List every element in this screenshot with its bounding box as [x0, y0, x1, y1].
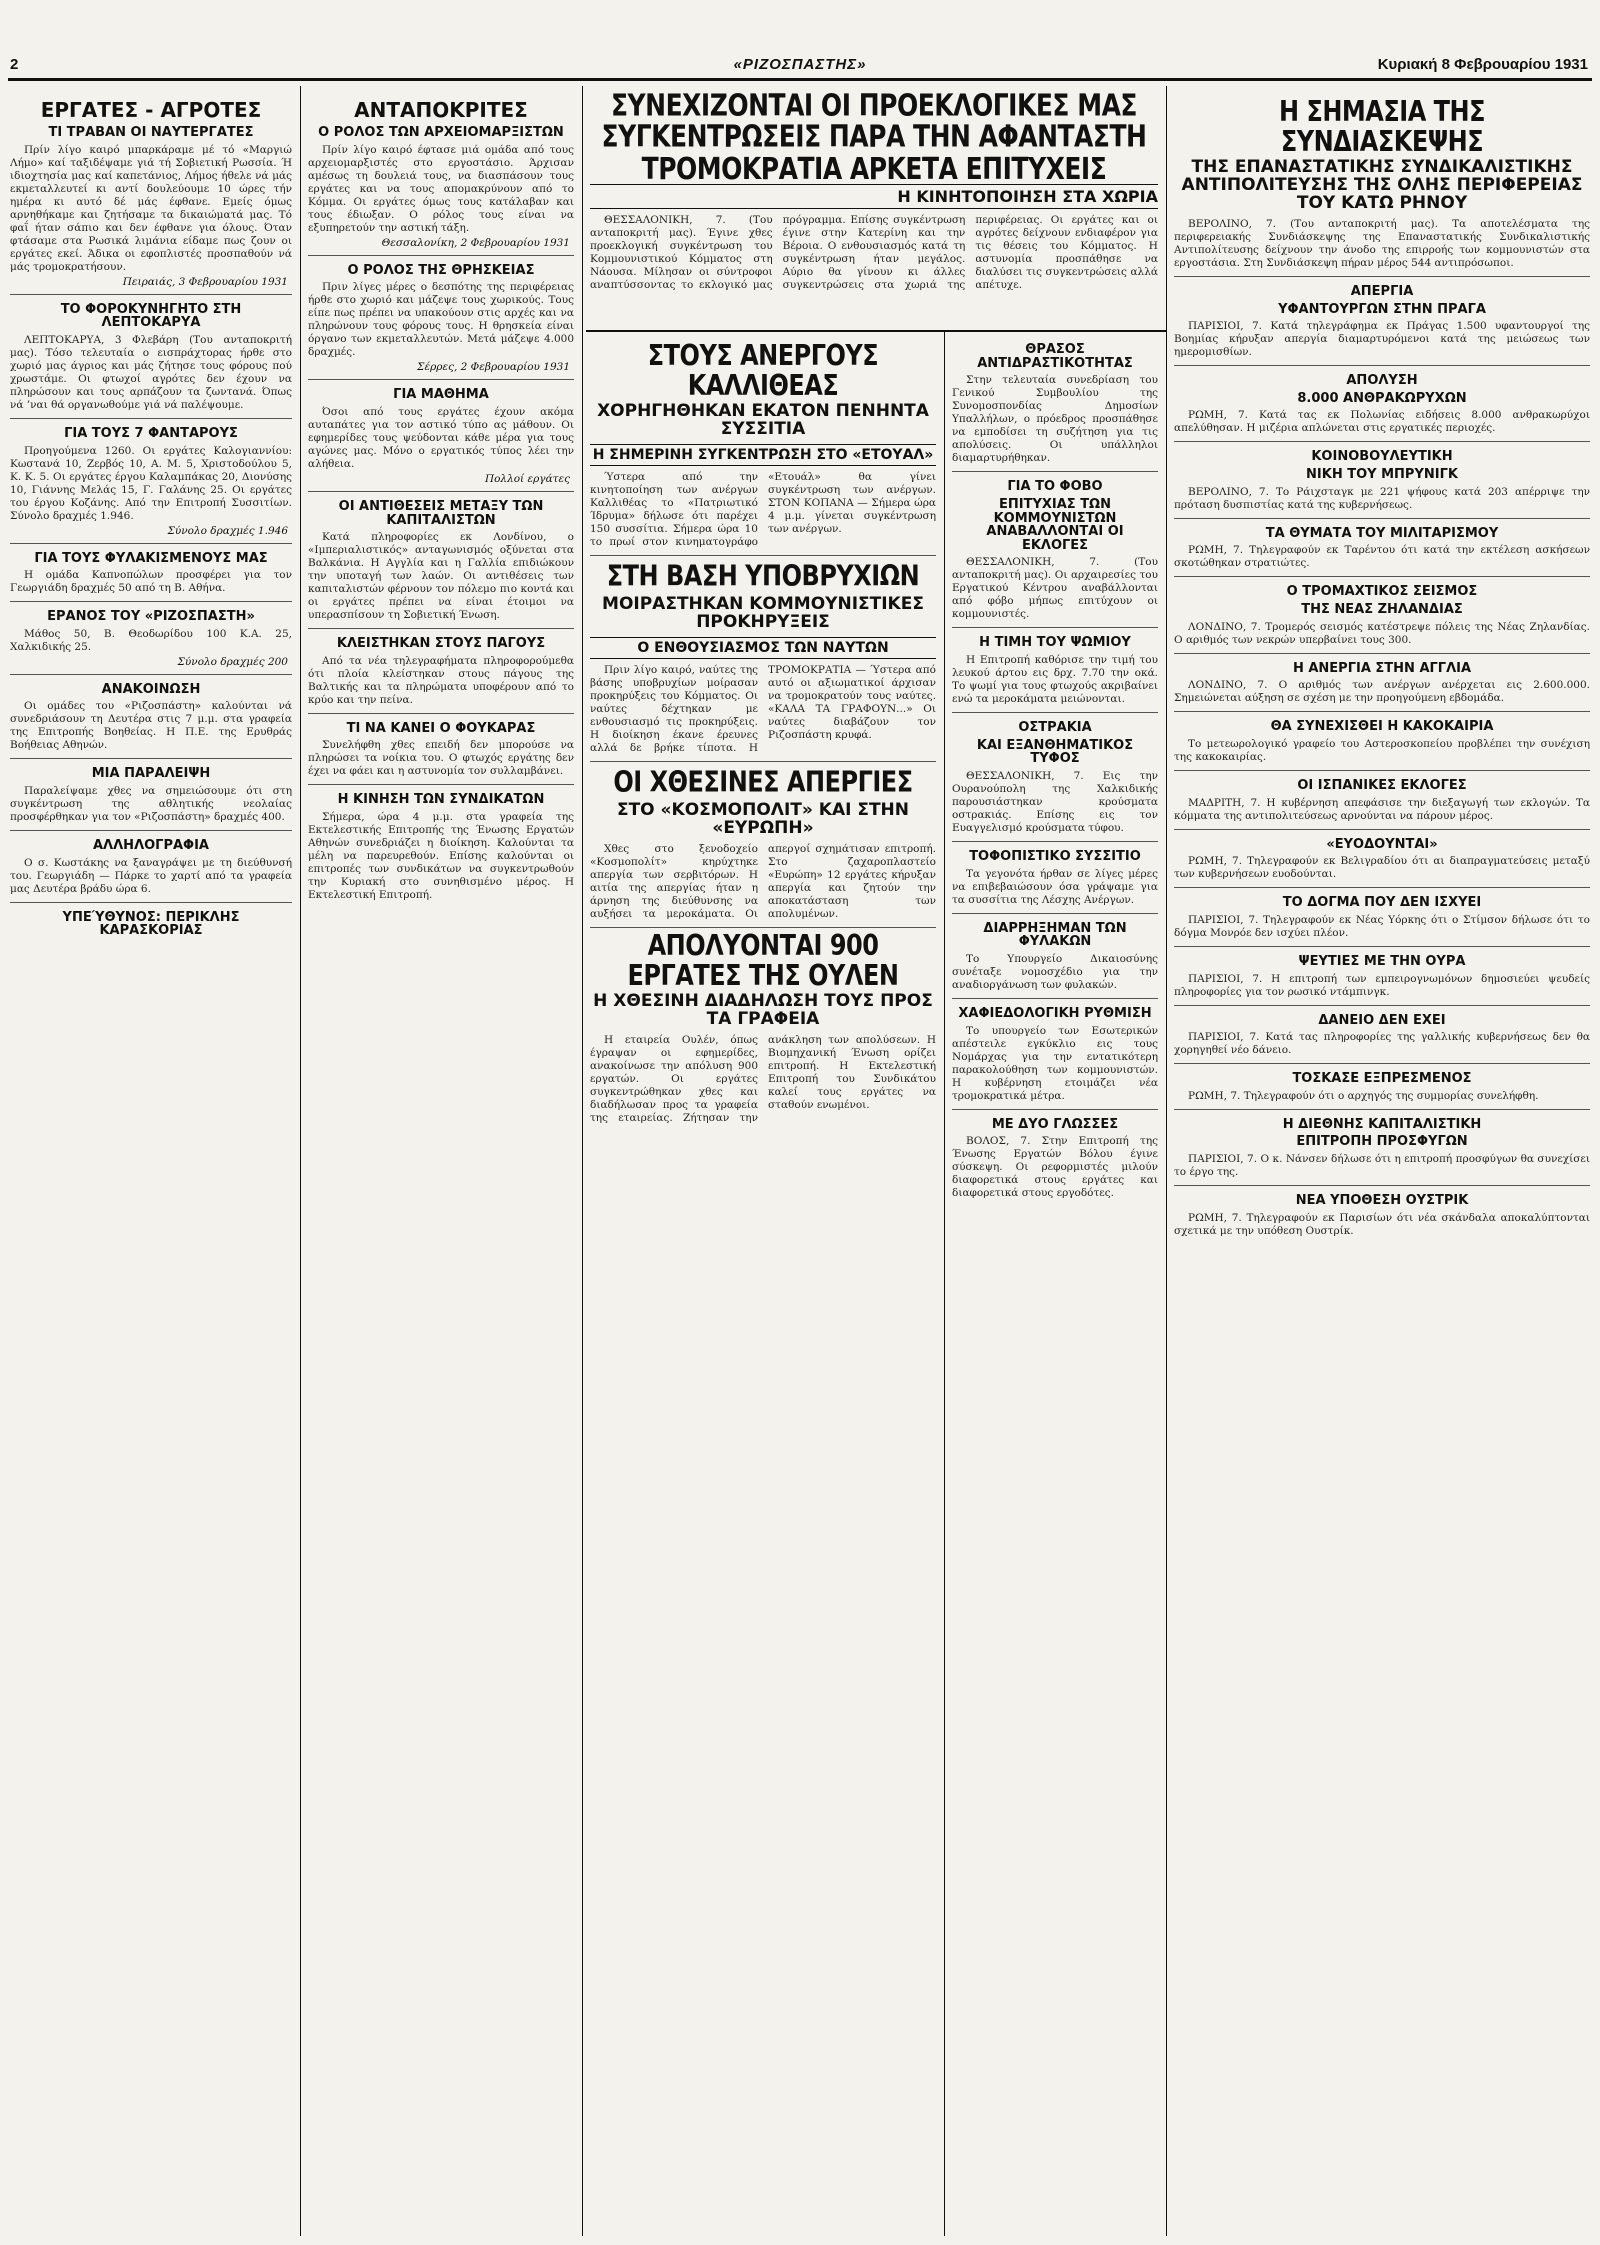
- banner-subtitle: Η ΚΙΝΗΤΟΠΟΙΗΣΗ ΣΤΑ ΧΩΡΙΑ: [590, 184, 1158, 209]
- article-headline: Η ΚΙΝΗΣΗ ΤΩΝ ΣΥΝΔΙΚΑΤΩΝ: [337, 792, 545, 808]
- article-headline: ΝΕΑ ΥΠΟΘΕΣΗ ΟΥΣΤΡΙΚ: [1295, 1193, 1469, 1209]
- article-headline: ΘΡΑΣΟΣ ΑΝΤΙΔΡΑΣΤΙΚΟΤΗΤΑΣ: [977, 342, 1133, 371]
- article: [590, 340, 936, 556]
- article-headline: Ο ΡΟΛΟΣ ΤΩΝ ΑΡΧΕΙΟΜΑΡΞΙΣΤΩΝ: [318, 125, 564, 140]
- article-headline: ΕΡΑΝΟΣ ΤΟΥ «ΡΙΖΟΣΠΑΣΤΗ»: [47, 609, 255, 625]
- article-body: Προηγούμενα 1260. Οι εργάτες Καλογιαννίου: Κωστανά 10, Ζερβός 10, Α. Μ. 5, Χριστοδούλου 5, Κ. Κ. 5. Οι εργάτες έργου Καλαμπάκας 20, Διονύσης 10, Γιάννης Μελάς 15, Γ. Γαλάνης 25. Οι εργάτες του έργου Κοζάνης. Από την Επιτροπή Συσσιτίων. Σύνολο δραχμές 1.946.: [10, 444, 292, 522]
- article: [308, 126, 574, 256]
- article-subheadline: ΝΙΚΗ ΤΟΥ ΜΠΡΥΝΙΓΚ: [1306, 467, 1458, 483]
- article-signature: Πολλοί εργάτες: [484, 472, 570, 485]
- article-headline: ΤΑ ΘΥΜΑΤΑ ΤΟΥ ΜΙΛΙΤΑΡΙΣΜΟΥ: [1265, 525, 1499, 541]
- article-body: Πριν λίγο καιρό, ναύτες της βάσης υποβρυχίων μοίρασαν προκηρύξεις του Κόμματος. Οι ναύτες δέχτηκαν με ενθουσιασμό τις προκηρύξεις. Η διοίκηση έκανε έρευνες αλλά δε βρήκε τίποτα. Η ΤΡΟΜΟΚΡΑΤΙΑ — Ύστερα από αυτό οι αξιωματικοί άρχισαν να τρομοκρατούν τους ναύτες. «ΚΑΛΑ ΤΑ ΓΡΑΦΟΥΝ...» Οι ναύτες διαβάζουν τον Ριζοσπάστη κρυφά.: [590, 663, 936, 754]
- article-body: Η ομάδα Καπνοπώλων προσφέρει για τον Γεωργιάδη δραχμές 50 από τη Β. Αθήνα.: [10, 569, 292, 595]
- article-headline: ΤΟΣΚΑΣΕ ΕΞΠΡΕΣΜΕΝΟΣ: [1292, 1071, 1472, 1087]
- article-body: Παραλείψαμε χθες να σημειώσουμε ότι στη συγκέντρωση της αθλητικής νεολαίας προσφέρθηκαν για τον «Ριζοσπάστη» δραχμές 400.: [10, 785, 292, 824]
- article: [1174, 527, 1590, 578]
- article-headline: ΓΙΑ ΜΑΘΗΜΑ: [393, 387, 489, 403]
- article-headline: ΓΙΑ ΤΟΥΣ 7 ΦΑΝΤΑΡΟΥΣ: [64, 425, 238, 441]
- article-headline: ΓΙΑ ΤΟ ΦΟΒΟ: [1007, 479, 1103, 495]
- article: [1174, 779, 1590, 830]
- article-body: ΜΑΔΡΙΤΗ, 7. Η κυβέρνηση απεφάσισε την διεξαγωγή των εκλογών. Τα κόμματα της αντιπολιτεύσεως αρνούνται να πάρουν μέρος.: [1174, 796, 1590, 822]
- article-body: ΒΕΡΟΛΙΝΟ, 7. (Του ανταποκριτή μας). Τα αποτελέσματα της περιφερειακής Συνδιάσκεψης της Επαναστατικής Συνδικαλιστικής Αντιπολίτευσης δείχνουν την άνοδο της επιρροής των κομμουνιστών στα εργοστάσια. Στη Συνδιάσκεψη πήραν μέρος 544 αντιπρόσωποι.: [1174, 217, 1590, 269]
- article-headline: ΤΟ ΦΟΡΟΚΥΝΗΓΗΤΟ ΣΤΗ ΛΕΠΤΟΚΑΡΥΑ: [60, 301, 242, 331]
- article-body: ΡΩΜΗ, 7. Τηλεγραφούν εκ Παρισίων ότι νέα σκάνδαλα αποκαλύπτονται σχετικά με την υπόθεση Ουστρίκ.: [1174, 1211, 1590, 1237]
- article: [952, 922, 1158, 999]
- article: [1174, 1014, 1590, 1065]
- article: [308, 637, 574, 714]
- article: [952, 480, 1158, 628]
- article: [1174, 955, 1590, 1006]
- article: [952, 636, 1158, 713]
- article-body: Μάθος 50, Β. Θεοδωρίδου 100 Κ.Α. 25, Χαλκιδικής 25.: [10, 627, 292, 653]
- column-5: [1174, 96, 1590, 2235]
- article-body: Στην τελευταία συνεδρίαση του Γενικού Συμβουλίου της Συνομοσπονδίας Δημοσίων Υπαλλήλων, ο πρόεδρος προσπάθησε να εμποδίσει τη συζήτηση για τις απολύσεις. Οι υπάλληλοι διαμαρτυρήθηκαν.: [952, 374, 1158, 465]
- article: [1174, 374, 1590, 442]
- article-headline: ΟΙ ΙΣΠΑΝΙΚΕΣ ΕΚΛΟΓΕΣ: [1297, 777, 1467, 793]
- article: [10, 683, 292, 760]
- article: [1174, 662, 1590, 713]
- article-signature: Σέρρες, 2 Φεβρουαρίου 1931: [417, 361, 570, 374]
- column-1: [10, 96, 292, 2235]
- article-body: ΘΕΣΣΑΛΟΝΙΚΗ, 7. Εις την Ουρανούπολη της Χαλκιδικής παρουσιάστηκαν κρούσματα οστρακιάς. Επίσης εις τον Ευαγγελισμό κρούσματα τύφου.: [952, 770, 1158, 835]
- paper-title: «ΡΙΖΟΣΠΑΣΤΗΣ»: [733, 56, 867, 73]
- article-headline: ΟΙ ΧΘΕΣΙΝΕΣ ΑΠΕΡΓΙΕΣ: [613, 765, 913, 799]
- article-body: ΡΩΜΗ, 7. Τηλεγραφούν ότι ο αρχηγός της συμμορίας συνελήφθη.: [1188, 1089, 1539, 1102]
- article-headline: ΨΕΥΤΙΕΣ ΜΕ ΤΗΝ ΟΥΡΑ: [1298, 953, 1466, 969]
- article-body: ΡΩΜΗ, 7. Κατά τας εκ Πολωνίας ειδήσεις 8.000 ανθρακωρύχοι απελύθησαν. Η μιζέρια απλώνεται στις εργατικές περιοχές.: [1174, 409, 1590, 435]
- article-body: Το μετεωρολογικό γραφείο του Αστεροσκοπείου προβλέπει την συνέχιση της κακοκαιρίας.: [1174, 737, 1590, 763]
- article-subheadline: ΧΟΡΗΓΗΘΗΚΑΝ ΕΚΑΤΟΝ ΠΕΝΗΝΤΑ ΣΥΣΣΙΤΙΑ: [597, 401, 929, 440]
- article-body: Το υπουργείο των Εσωτερικών απέστειλε εγκύκλιο εις τους Νομάρχας για την εντατικότερη παρακολούθηση των κομμουνιστών. Η κυβέρνηση ετοιμάζει νέα τρομοκρατικά μέτρα.: [952, 1024, 1158, 1102]
- article-kicker: Η ΣΗΜΕΡΙΝΗ ΣΥΓΚΕΝΤΡΩΣΗ ΣΤΟ «ΕΤΟΥΑΛ»: [590, 444, 936, 466]
- article: [10, 911, 292, 948]
- column-3: [590, 340, 936, 2235]
- article-body: Σήμερα, ώρα 4 μ.μ. στα γραφεία της Εκτελεστικής Επιτροπής της Ένωσης Εργατών Αθηνών συνεδριάζει η διοίκηση. Καλούνται τα μέλη να παρευρεθούν. Επίσης καλούνται οι επιτροπές των συνδικάτων να συγκεντρωθούν την Κυριακή στο συνηθισμένο μέρος. Η Εκτελεστική Επιτροπή.: [308, 811, 574, 902]
- article-subheadline: ΕΠΙΤΡΟΠΗ ΠΡΟΣΦΥΓΩΝ: [1296, 1134, 1468, 1150]
- article-subheadline: ΜΟΙΡΑΣΤΗΚΑΝ ΚΟΜΜΟΥΝΙΣΤΙΚΕΣ ΠΡΟΚΗΡΥΞΕΙΣ: [602, 594, 924, 633]
- article-body: Τα γεγονότα ήρθαν σε λίγες μέρες να επιβεβαιώσουν όσα γράψαμε για τα συσσίτια της Λέσχης Ανέργων.: [952, 867, 1158, 906]
- article-headline: ΑΛΛΗΛΟΓΡΑΦΙΑ: [93, 838, 209, 854]
- article-headline: ΓΙΑ ΤΟΥΣ ΦΥΛΑΚΙΣΜΕΝΟΥΣ ΜΑΣ: [34, 550, 268, 566]
- column-rule: [300, 86, 301, 2236]
- article: [1174, 1194, 1590, 1244]
- article-headline: ΜΕ ΔΥΟ ΓΛΩΣΣΕΣ: [991, 1116, 1119, 1132]
- article-body: Κατά πληροφορίες εκ Λονδίνου, ο «Ιμπεριαλιστικός» ανταγωνισμός οξύνεται στα Βαλκάνια. Η Αγγλία και η Γαλλία επιδιώκουν την υποταγή των λαών. Οι αντιθέσεις των καπιταλιστών φέρνουν τον πόλεμο πιο κοντά και οι εργάτες πρέπει να είναι έτοιμοι να υπερασπίσουν τη Σοβιετική Ένωση.: [308, 531, 574, 622]
- article: [10, 610, 292, 675]
- article: [1174, 838, 1590, 889]
- article: [952, 850, 1158, 914]
- article-headline: ΧΑΦΙΕΔΟΛΟΓΙΚΗ ΡΥΘΜΙΣΗ: [958, 1005, 1152, 1021]
- article-body: Οι ομάδες του «Ριζοσπάστη» καλούνται νά συνεδριάσουν τη Δευτέρα στις 7 μ.μ. στα γραφεία της Επιτροπής Βοηθείας. Η Π.Ε. της Ερυθράς Βοήθειας Αθηνών.: [10, 700, 292, 752]
- article: [1174, 1072, 1590, 1110]
- article-body: Συνελήφθη χθες επειδή δεν μπορούσε να πληρώσει τα νοίκια του. Ο φτωχός εργάτης δεν έχει να φάει και η αστυνομία τον συλλαμβάνει.: [308, 739, 574, 778]
- section-head-correspondents: ΑΝΤΑΠΟΚΡΙΤΕΣ: [354, 98, 528, 122]
- article-headline: ΘΑ ΣΥΝΕΧΙΣΘΕΙ Η ΚΑΚΟΚΑΙΡΙΑ: [1270, 719, 1494, 735]
- article-body: ΠΑΡΙΣΙΟΙ, 7. Τηλεγραφούν εκ Νέας Υόρκης ότι ο Στίμσον δήλωσε ότι το δόγμα Μονρόε δεν ισχύει πλέον.: [1174, 913, 1590, 939]
- column-rule: [944, 330, 945, 2236]
- banner-article: [590, 92, 1158, 328]
- article-headline: ΤΟ ΔΟΓΜΑ ΠΟΥ ΔΕΝ ΙΣΧΥΕΙ: [1282, 895, 1482, 911]
- article: [1174, 585, 1590, 653]
- article-headline: ΑΠΕΡΓΙΑ: [1350, 283, 1414, 299]
- article-signature: Θεσσαλονίκη, 2 Φεβρουαρίου 1931: [381, 236, 570, 249]
- article-headline: ΑΠΟΛΥΟΝΤΑΙ 900 ΕΡΓΑΤΕΣ ΤΗΣ ΟΥΛΕΝ: [627, 928, 899, 993]
- article-body: ΛΟΝΔΙΝΟ, 7. Ο αριθμός των ανέργων ανέρχεται εις 2.600.000. Σημειώνεται αύξηση σε σχέση με την προηγούμενη εβδομάδα.: [1174, 679, 1590, 705]
- article-headline: ΣΤΟΥΣ ΑΝΕΡΓΟΥΣ ΚΑΛΛΙΘΕΑΣ: [647, 340, 879, 403]
- article-headline: ΔΑΝΕΙΟ ΔΕΝ ΕΧΕΙ: [1318, 1012, 1446, 1028]
- article: [10, 303, 292, 419]
- article-body: Όσοι από τους εργάτες έχουν ακόμα αυταπάτες για τον αστικό τύπο ας μάθουν. Οι εφημερίδες τους ψεύδονται κάθε μέρα για τους αγώνες μας. Μόνο ο εργατικός τύπος λέει την αλήθεια.: [308, 405, 574, 470]
- article-body: ΠΑΡΙΣΙΟΙ, 7. Κατά τηλεγράφημα εκ Πράγας 1.500 υφαντουργοί της Βοημίας κήρυξαν απεργία διαμαρτυρόμενοι κατά της μειώσεως των ημερομισθίων.: [1174, 320, 1590, 359]
- column-1-articles: [10, 126, 292, 948]
- article-headline: Ο ΤΡΟΜΑΧΤΙΚΟΣ ΣΕΙΣΜΟΣ: [1286, 584, 1478, 600]
- article-body: Η εταιρεία Ουλέν, όπως έγραψαν οι εφημερίδες, ανακοίνωσε την απόλυση 900 εργατών. Οι εργάτες συγκεντρώθηκαν χθες και διαδήλωσαν προς τα γραφεία της εταιρείας. Ζήτησαν την ανάκληση των απολύσεων. Η Βιομηχανική Ένωση ορίζει επιτροπή. Η Εκτελεστική Επιτροπή του Συνδικάτου καλεί τους εργάτες να σταθούν ενωμένοι.: [590, 1033, 936, 1124]
- article: [308, 388, 574, 492]
- article-subheadline: ΕΠΙΤΥΧΙΑΣ ΤΩΝ ΚΟΜΜΟΥΝΙΣΤΩΝ ΑΝΑΒΑΛΛΟΝΤΑΙ ΟΙ ΕΚΛΟΓΕΣ: [986, 496, 1124, 553]
- masthead: [8, 52, 1592, 81]
- column-2: [308, 96, 574, 2235]
- article-headline: «ΕΥΟΔΟΥΝΤΑΙ»: [1326, 836, 1438, 852]
- article: [10, 839, 292, 903]
- article: [1174, 1118, 1590, 1186]
- article-headline: ΣΤΗ ΒΑΣΗ ΥΠΟΒΡΥΧΙΩΝ: [606, 559, 920, 593]
- article-headline: ΥΠΕΎΘΥΝΟΣ: ΠΕΡΙΚΛΗΣ ΚΑΡΑΣΚΟΡΙΑΣ: [62, 909, 240, 939]
- issue-date: Κυριακή 8 Φεβρουαρίου 1931: [1377, 56, 1588, 73]
- article: [10, 427, 292, 544]
- article-body: Ο σ. Κωστάκης να ξαναγράψει με τη διεύθυνσή του. Γεωργιάδη — Πάρκε το χαρτί από τα γραφεία μας Δευτέρα βράδυ ώρα 6.: [10, 856, 292, 895]
- article-body: ΠΑΡΙΣΙΟΙ, 7. Η επιτροπή των εμπειρογνωμόνων δημοσιεύει ψευδείς πληροφορίες για τον ρωσικό ντάμπινγκ.: [1174, 972, 1590, 998]
- column-2-articles: [308, 126, 574, 908]
- article: [10, 767, 292, 831]
- article-headline: Η ΤΙΜΗ ΤΟΥ ΨΩΜΙΟΥ: [979, 635, 1131, 651]
- column-4: [952, 340, 1158, 2235]
- banner-body: ΘΕΣΣΑΛΟΝΙΚΗ, 7. (Του ανταποκριτή μας). Έγινε χθες προεκλογική συγκέντρωση του Κομμουνιστικού Κόμματος στη Νάουσα. Μίλησαν οι σύντροφοι αναπτύσσοντας το εκλογικό μας πρόγραμμα. Επίσης συγκέντρωση έγινε στην Κατερίνη και την Βέροια. Ο ενθουσιασμός κατά τη συγκέντρωση ήταν μεγάλος. Αύριο θα γίνουν κι άλλες συγκεντρώσεις στα χωριά της περιφέρειας. Οι εργάτες και οι αγρότες δείχνουν ενδιαφέρον για τις θέσεις του Κόμματος. Η αστυνομία προσπάθησε να διαλύσει τις συγκεντρώσεις αλλά απέτυχε.: [590, 213, 1158, 291]
- article-subheadline: ΚΑΙ ΕΞΑΝΘΗΜΑΤΙΚΟΣ ΤΥΦΟΣ: [976, 737, 1134, 767]
- article-subheadline: Η ΧΘΕΣΙΝΗ ΔΙΑΔΗΛΩΣΗ ΤΟΥΣ ΠΡΟΣ ΤΑ ΓΡΑΦΕΙΑ: [593, 991, 933, 1030]
- column-4-articles: [952, 343, 1158, 1206]
- article-headline: ΔΙΑΡΡΗΞΗΜΑΝ ΤΩΝ ΦΥΛΑΚΩΝ: [983, 920, 1127, 950]
- article-body: ΒΕΡΟΛΙΝΟ, 7. Το Ράιχσταγκ με 221 ψήφους κατά 203 απέρριψε την πρόταση δυσπιστίας κατά της κυβερνήσεως.: [1174, 485, 1590, 511]
- column-3-articles: [590, 340, 936, 1131]
- article: [1174, 450, 1590, 518]
- section-head-workers: ΕΡΓΑΤΕΣ - ΑΓΡΟΤΕΣ: [40, 98, 262, 122]
- article-body: Πρίν λίγο καιρό μπαρκάραμε μέ τό «Μαργιώ Λήμο» καί ταξιδέψαμε γιά τή Σοβιετική Ρωσσία. Ή ιδιοχτησία μας καί καπετάνιος, Λήμος ήθελε νά μάς εκμεταλλευτεί κι αντί δουλεύουμε 10 ώρες τήν ημέρα κι αυτό δέ μάς έφθανε. Εμείς όμως αρνηθήκαμε και ζητήσαμε τα δικαιώματά μας. Τό φαΐ ήταν σάπιο και δεν έφθανε για όλους. Όταν φτάσαμε στα Ρωσικά λιμάνια είδαμε πως ζουν οι εργάτες εκεί. Άδικα οι εφοπλιστές προσπαθούν νά μάς τρομοκρατήσουν.: [10, 143, 292, 273]
- article: [308, 793, 574, 908]
- article-subheadline: ΣΤΟ «ΚΟΣΜΟΠΟΛΙΤ» ΚΑΙ ΣΤΗΝ «ΕΥΡΩΠΗ»: [616, 800, 910, 838]
- article-body: Το Υπουργείο Δικαιοσύνης συνέταξε νομοσχέδιο για την αναδιοργάνωση των φυλακών.: [952, 952, 1158, 991]
- article-subheadline: ΥΦΑΝΤΟΥΡΓΩΝ ΣΤΗΝ ΠΡΑΓΑ: [1278, 301, 1486, 317]
- banner-rule: [586, 330, 1166, 332]
- article-body: ΛΕΠΤΟΚΑΡΥΑ, 3 Φλεβάρη (Του ανταποκριτή μας). Τόσο τελευταία ο εισπράχτορας ήρθε στο χωριό μας άγριος και μάς ζήτησε τους φόρους πού χρωστάμε. Οι φτωχοί αγρότες δεν έχουν να πληρώσουν και τους αρπάζουν τα ζωντανά. Όπως νά ’ναι θά οργανωθούμε γιά νά παλέψουμε.: [10, 333, 292, 411]
- article-body: ΘΕΣΣΑΛΟΝΙΚΗ, 7. (Του ανταποκριτή μας). Οι αρχαιρεσίες του Εργατικού Κέντρου αναβάλλονται από φόβο μήπως επιτύχουν οι κομμουνιστές.: [952, 556, 1158, 621]
- article-headline: ΤΟΦΟΠΙΣΤΙΚΟ ΣΥΣΣΙΤΙΟ: [969, 849, 1141, 865]
- article: [1174, 285, 1590, 366]
- article-headline: ΤΙ ΤΡΑΒΑΝ ΟΙ ΝΑΥΤΕΡΓΑΤΕΣ: [48, 125, 254, 140]
- article-headline: ΜΙΑ ΠΑΡΑΛΕΙΨΗ: [91, 766, 211, 782]
- article-body: ΒΟΛΟΣ, 7. Στην Επιτροπή της Ένωσης Εργατών Βόλου έγινε σύσκεψη. Οι ρεφορμιστές μιλούν διαφορετικά στους εργάτες και διαφορετικά στους εργοδότες.: [952, 1135, 1158, 1200]
- article: [308, 500, 574, 629]
- article-subheadline: ΤΗΣ ΕΠΑΝΑΣΤΑΤΙΚΗΣ ΣΥΝΔΙΚΑΛΙΣΤΙΚΗΣ ΑΝΤΙΠΟΛΙΤΕΥΣΗΣ ΤΗΣ ΟΛΗΣ ΠΕΡΙΦΕΡΕΙΑΣ ΤΟΥ ΚΑΤΩ ΡΗΝΟΥ: [1181, 157, 1583, 214]
- article-body: ΠΑΡΙΣΙΟΙ, 7. Κατά τας πληροφορίες της γαλλικής κυβερνήσεως δεν θα χορηγηθεί νέο δάνειο.: [1174, 1031, 1590, 1057]
- article: [952, 721, 1158, 842]
- article-headline: ΑΝΑΚΟΙΝΩΣΗ: [101, 681, 201, 697]
- article: [590, 559, 936, 762]
- banner-title: ΣΥΝΕΧΙΖΟΝΤΑΙ ΟΙ ΠΡΟΕΚΛΟΓΙΚΕΣ ΜΑΣ ΣΥΓΚΕΝΤΡΩΣΕΙΣ ΠΑΡΑ ΤΗΝ ΑΦΑΝΤΑΣΤΗ ΤΡΟΜΟΚΡΑΤΙΑ ΑΡΚΕΤΑ ΕΠΙΤΥΧΕΙΣ: [601, 92, 1147, 186]
- article-headline: ΚΛΕΙΣΤΗΚΑΝ ΣΤΟΥΣ ΠΑΓΟΥΣ: [336, 636, 546, 652]
- article: [952, 343, 1158, 472]
- article-headline: ΚΟΙΝΟΒΟΥΛΕΥΤΙΚΗ: [1311, 449, 1453, 465]
- article-headline: ΤΙ ΝΑ ΚΑΝΕΙ Ο ΦΟΥΚΑΡΑΣ: [346, 720, 536, 736]
- column-rule: [1166, 86, 1167, 2236]
- article-body: Ύστερα από την κινητοποίηση των ανέργων Καλλιθέας το «Πατριωτικό Ίδρυμα» δήλωσε ότι παρέχει 150 συσσίτια. Σήμερα ώρα 10 το πρωί στον κινηματογράφο «Ετουάλ» θα γίνει συγκέντρωση των ανέργων. ΣΤΟΝ ΚΟΠΑΝΑ — Σήμερα ώρα 4 μ.μ. γίνεται συγκέντρωση των ανέργων.: [590, 471, 936, 549]
- page-number: 2: [10, 56, 19, 73]
- article: [1174, 720, 1590, 771]
- article-headline: Ο ΡΟΛΟΣ ΤΗΣ ΘΡΗΣΚΕΙΑΣ: [347, 262, 535, 278]
- article: [1174, 96, 1590, 277]
- article-headline: Η ΣΗΜΑΣΙΑ ΤΗΣ ΣΥΝΔΙΑΣΚΕΨΗΣ: [1279, 96, 1485, 159]
- article: [10, 552, 292, 603]
- article-body: Από τα νέα τηλεγραφήματα πληροφορούμεθα ότι πλοία κλείστηκαν στους πάγους της Βαλτικής και τα πληρώματα υποφέρουν από το κρύο και την πείνα.: [308, 654, 574, 706]
- article-signature: Πειραιάς, 3 Φεβρουαρίου 1931: [122, 275, 288, 288]
- article-body: Η Επιτροπή καθόρισε την τιμή του λευκού άρτου εις δρχ. 7.70 την οκά. Το ψωμί για τους φτωχούς ακριβαίνει ενώ τα μεροκάματα μειώνονται.: [952, 654, 1158, 706]
- article: [10, 126, 292, 295]
- article: [590, 928, 936, 1131]
- article: [1174, 896, 1590, 947]
- article: [590, 765, 936, 928]
- article-body: ΡΩΜΗ, 7. Τηλεγραφούν εκ Ταρέντου ότι κατά την εκτέλεση ασκήσεων σκοτώθηκαν στρατιώτες.: [1174, 544, 1590, 570]
- article-body: Πρίν λίγο καιρό έφτασε μιά ομάδα από τους αρχειομαρξιστές στο εργοστάσιο. Άρχισαν αμέσως τη δουλειά τους, να διασπάσουν τους εργάτες και να τους απομακρύνουν από το Κόμμα. Οι εργάτες όμως τους κατάλαβαν και τους έδιωξαν. Ο ρόλος τους είναι να εξυπηρετούν την αστική τάξη.: [308, 143, 574, 234]
- article-signature: Σύνολο δραχμές 200: [177, 655, 288, 668]
- article-signature: Σύνολο δραχμές 1.946: [167, 524, 288, 537]
- article-headline: ΑΠΟΛΥΣΗ: [1346, 373, 1418, 389]
- article: [308, 722, 574, 786]
- article-headline: ΟΙ ΑΝΤΙΘΕΣΕΙΣ ΜΕΤΑΞΥ ΤΩΝ ΚΑΠΙΤΑΛΙΣΤΩΝ: [338, 498, 544, 528]
- article-body: ΠΑΡΙΣΙΟΙ, 7. Ο κ. Νάνσεν δήλωσε ότι η επιτροπή προσφύγων θα συνεχίσει το έργο της.: [1174, 1153, 1590, 1179]
- article-body: ΛΟΝΔΙΝΟ, 7. Τρομερός σεισμός κατέστρεψε πόλεις της Νέας Ζηλανδίας. Ο αριθμός των νεκρών υπερβαίνει τους 300.: [1174, 620, 1590, 646]
- article: [952, 1007, 1158, 1110]
- article-body: ΡΩΜΗ, 7. Τηλεγραφούν εκ Βελιγραδίου ότι αι διαπραγματεύσεις μεταξύ των κυβερνήσεων ευοδούνται.: [1174, 855, 1590, 881]
- article: [308, 264, 574, 381]
- article: [952, 1118, 1158, 1207]
- column-rule: [582, 86, 583, 2236]
- article-subheadline: 8.000 ΑΝΘΡΑΚΩΡΥΧΩΝ: [1297, 390, 1467, 406]
- article-kicker: Ο ΕΝΘΟΥΣΙΑΣΜΟΣ ΤΩΝ ΝΑΥΤΩΝ: [590, 637, 936, 659]
- article-headline: Η ΔΙΕΘΝΗΣ ΚΑΠΙΤΑΛΙΣΤΙΚΗ: [1282, 1116, 1482, 1132]
- article-body: Χθες στο ξενοδοχείο «Κοσμοπολίτ» κηρύχτηκε απεργία των σερβιτόρων. Η αιτία της απεργίας ήταν η άρνηση της διεύθυνσης να αυξήσει τα μεροκάματα. Οι απεργοί σχημάτισαν επιτροπή. Στο ζαχαροπλαστείο «Ευρώπη» 12 εργάτες κήρυξαν απεργία και ζητούν την αποκατάσταση των απολυμένων.: [590, 842, 936, 920]
- column-5-articles: [1174, 96, 1590, 1244]
- article-headline: ΟΣΤΡΑΚΙΑ: [1018, 720, 1092, 736]
- article-subheadline: ΤΗΣ ΝΕΑΣ ΖΗΛΑΝΔΙΑΣ: [1301, 602, 1463, 618]
- article-body: Πριν λίγες μέρες ο δεσπότης της περιφέρειας ήρθε στο χωριό και μάζεψε τους χωρικούς. Τους είπε πως πρέπει να υπακούουν στις αρχές και να πληρώνουν τους φόρους τους. Η θρησκεία είναι όργανο των εκμεταλλευτών. Μετά μάζεψε 4.000 δραχμές.: [308, 281, 574, 359]
- article-headline: Η ΑΝΕΡΓΙΑ ΣΤΗΝ ΑΓΓΛΙΑ: [1292, 660, 1472, 676]
